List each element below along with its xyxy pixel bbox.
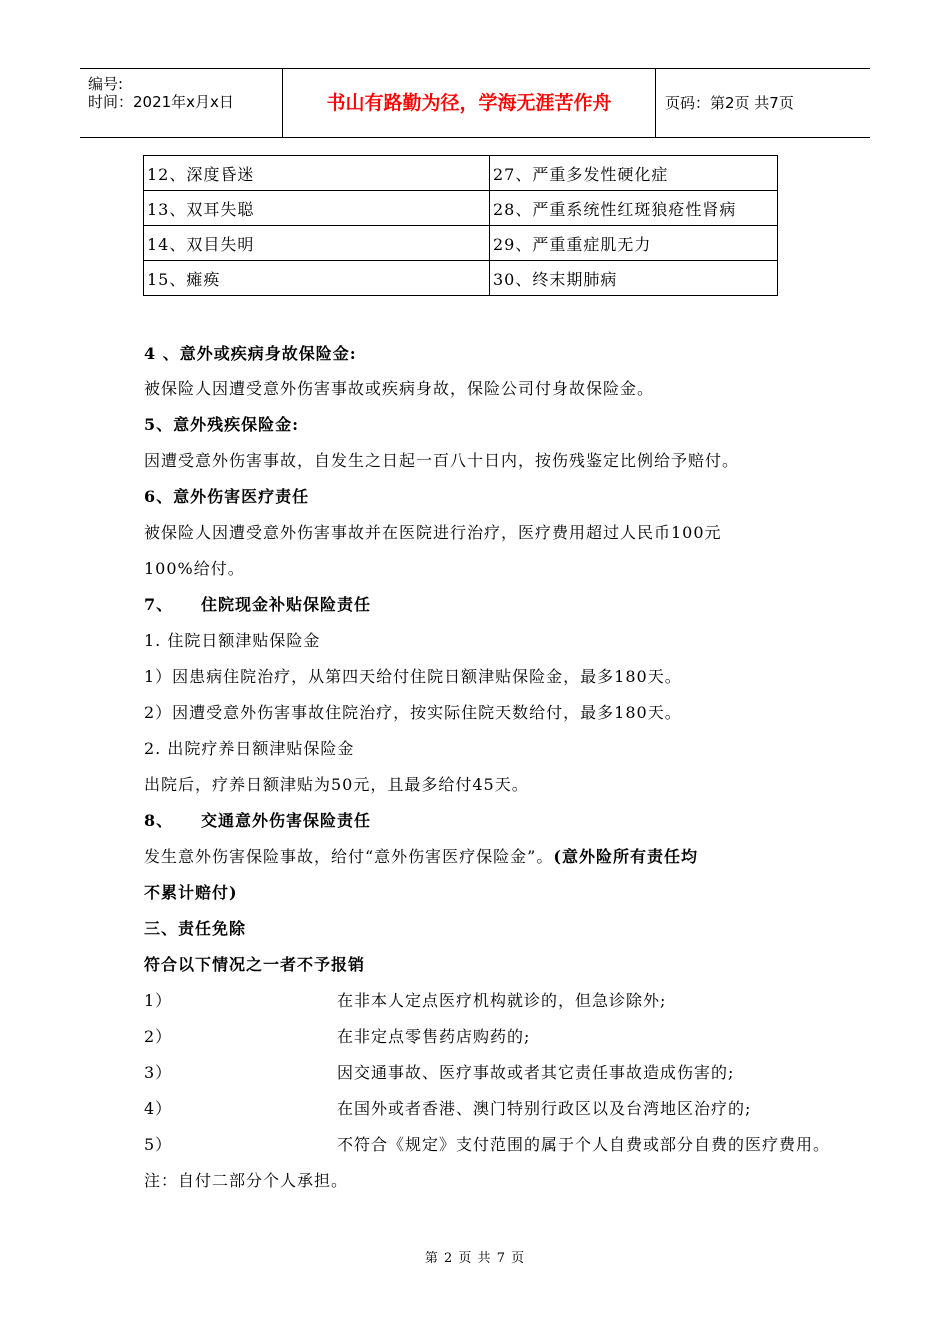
list-item [144,1134,831,1156]
table-cell: 27、严重多发性硬化症 [490,156,778,191]
section-3-title: 三、责任免除 [144,919,247,938]
section-6-body-line2: 100%给付。 [144,559,245,578]
section-7-title: 住院现金补贴保险责任 [201,595,372,614]
list-item-number: 4） [144,1099,173,1118]
list-item-number: 5） [144,1135,173,1154]
table-cell: 14、双目失明 [144,226,490,261]
table-cell: 15、瘫痪 [144,261,490,296]
table-row [144,191,778,226]
section-5-title: 5、意外残疾保险金: [144,415,300,434]
section-8-number: 8、 [144,811,174,830]
section-8-heading [144,810,444,832]
table-row [144,226,778,261]
section-6-body-line1: 被保险人因遭受意外伤害事故并在医院进行治疗，医疗费用超过人民币100元 [144,523,722,542]
table-cell: 29、严重重症肌无力 [490,226,778,261]
list-item-text: 在非定点零售药店购药的; [337,1027,531,1046]
section-4-title: 4 、意外或疾病身故保险金: [144,344,357,363]
section-7-sub2: 2. 出院疗养日额津贴保险金 [144,739,355,758]
list-item-number: 1） [144,991,173,1010]
note-text: 注：自付二部分个人承担。 [144,1171,349,1190]
section-5-body: 因遭受意外伤害事故，自发生之日起一百八十日内，按伤残鉴定比例给予赔付。 [144,451,740,470]
list-item [144,1098,824,1120]
list-item-text: 在非本人定点医疗机构就诊的，但急诊除外; [337,991,667,1010]
table-row [144,261,778,296]
section-4-body: 被保险人因遭受意外伤害事故或疾病身故，保险公司付身故保险金。 [144,379,655,398]
section-7-item1: 1）因患病住院治疗，从第四天给付住院日额津贴保险金，最多180天。 [144,667,682,686]
header-time-label: 时间：2021年x月x日 [88,93,234,111]
section-8-body-text: 发生意外伤害保险事故，给付“意外伤害医疗保险金”。 [144,847,554,866]
table-cell: 12、深度昏迷 [144,156,490,191]
section-8-body-bold: (意外险所有责任均 [553,847,698,866]
header-page-info: 页码：第2页 共7页 [665,94,794,112]
table-cell: 30、终末期肺病 [490,261,778,296]
page-header [80,68,870,138]
section-7-heading [144,594,444,616]
table-cell: 28、严重系统性红斑狼疮性肾病 [490,191,778,226]
list-item [144,990,824,1012]
section-8-title: 交通意外伤害保险责任 [201,811,372,830]
disease-table [143,155,778,296]
header-number-label: 编号: [88,75,124,93]
section-6-title: 6、意外伤害医疗责任 [144,487,310,506]
table-row [144,156,778,191]
page-footer: 第 2 页 共 7 页 [424,1251,526,1266]
list-item-text: 因交通事故、医疗事故或者其它责任事故造成伤害的; [337,1063,735,1082]
list-item [144,1026,824,1048]
list-item [144,1062,824,1084]
exclusion-intro: 符合以下情况之一者不予报销 [144,955,366,974]
list-item-text: 不符合《规定》支付范围的属于个人自费或部分自费的医疗费用。 [337,1135,831,1154]
section-7-number: 7、 [144,595,174,614]
section-8-body-line2: 不累计赔付) [144,883,238,902]
list-item-number: 3） [144,1063,173,1082]
section-7-item2: 2）因遭受意外伤害事故住院治疗，按实际住院天数给付，最多180天。 [144,703,682,722]
section-7-body: 出院后，疗养日额津贴为50元，且最多给付45天。 [144,775,529,794]
header-meta [80,69,283,137]
header-motto: 书山有路勤为径，学海无涯苦作舟 [283,69,656,137]
list-item-number: 2） [144,1027,173,1046]
section-7-sub1: 1. 住院日额津贴保险金 [144,631,321,650]
list-item-text: 在国外或者香港、澳门特别行政区以及台湾地区治疗的; [337,1099,752,1118]
table-cell: 13、双耳失聪 [144,191,490,226]
section-8-body-line1 [144,846,698,868]
